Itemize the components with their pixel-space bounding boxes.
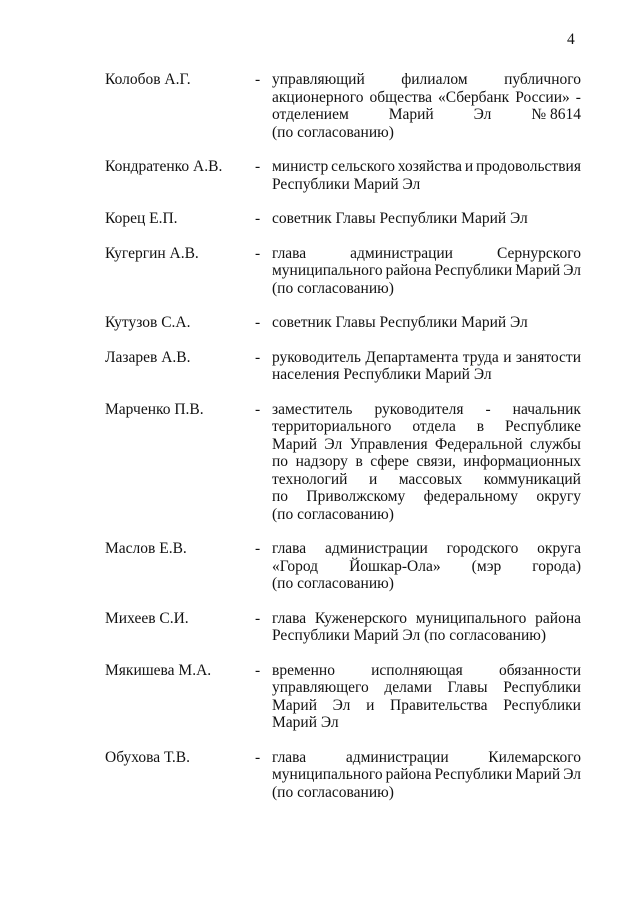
position-line bbox=[272, 453, 581, 471]
member-entry bbox=[105, 245, 585, 298]
position-line bbox=[272, 749, 581, 767]
position-word: в bbox=[355, 453, 363, 470]
position-word: информационных bbox=[463, 453, 581, 470]
separator-dash: - bbox=[255, 210, 261, 227]
member-name: Обухова Т.В. bbox=[105, 748, 191, 766]
member-entry bbox=[105, 71, 585, 141]
position-word: министр bbox=[272, 158, 329, 175]
position-word: Приволжскому bbox=[306, 488, 406, 505]
position-word: Эл bbox=[563, 766, 581, 783]
position-line: советник Главы Республики Марий Эл bbox=[272, 314, 528, 331]
member-name: Мякишева М.А. bbox=[105, 661, 212, 679]
position-word: администрации bbox=[350, 244, 453, 262]
member-position bbox=[272, 349, 581, 384]
separator-dash: - bbox=[255, 158, 261, 175]
position-word: Марий bbox=[272, 696, 318, 714]
position-word: Марий bbox=[272, 435, 318, 453]
separator-dash: - bbox=[255, 348, 261, 366]
member-name: Марченко П.В. bbox=[105, 400, 204, 418]
member-position bbox=[272, 158, 581, 193]
position-word: делами bbox=[384, 679, 432, 696]
member-position bbox=[272, 245, 581, 298]
position-line: (по согласованию) bbox=[272, 279, 394, 297]
position-line bbox=[272, 245, 581, 263]
position-word: Правительства bbox=[390, 696, 488, 714]
position-word: управляющего bbox=[272, 679, 369, 696]
position-word: и bbox=[368, 470, 378, 488]
member-name: Корец Е.П. bbox=[105, 210, 178, 227]
position-word: продовольствия bbox=[476, 158, 581, 175]
position-word: временно bbox=[272, 661, 335, 679]
position-word: муниципального bbox=[272, 262, 383, 279]
position-word: администрации bbox=[345, 748, 449, 766]
position-line bbox=[272, 436, 581, 454]
position-word: исполняющая bbox=[371, 661, 463, 679]
position-word: начальник bbox=[512, 400, 581, 418]
member-entry bbox=[105, 401, 585, 524]
position-word: связи, bbox=[416, 453, 456, 470]
position-line bbox=[272, 488, 581, 506]
position-word: Марий bbox=[515, 766, 561, 783]
separator-dash: - bbox=[255, 71, 261, 88]
position-word: управляющий bbox=[272, 71, 365, 88]
position-word: Эл bbox=[473, 106, 492, 123]
position-word: Федеральной bbox=[434, 435, 523, 453]
position-line bbox=[272, 401, 581, 419]
position-word: глава bbox=[272, 540, 307, 557]
position-line: (по согласованию) bbox=[272, 783, 394, 801]
member-name: Михеев С.И. bbox=[105, 609, 189, 627]
member-entry bbox=[105, 158, 585, 193]
member-position bbox=[272, 210, 581, 228]
position-line bbox=[272, 766, 581, 784]
position-line bbox=[272, 158, 581, 176]
member-position bbox=[272, 610, 581, 645]
position-word: глава bbox=[272, 244, 307, 262]
member-list bbox=[105, 71, 585, 818]
position-word: муниципального bbox=[415, 609, 527, 627]
member-entry bbox=[105, 662, 585, 732]
member-position bbox=[272, 314, 581, 332]
position-word: округу bbox=[536, 488, 581, 505]
position-word: коммуникаций bbox=[483, 470, 581, 488]
position-word: отделением bbox=[272, 106, 349, 123]
position-word: обязанности bbox=[498, 661, 581, 679]
member-position bbox=[272, 71, 581, 141]
member-position bbox=[272, 662, 581, 732]
position-word: глава bbox=[272, 748, 307, 766]
position-word: района bbox=[385, 766, 432, 783]
position-word: Марий bbox=[388, 106, 434, 123]
position-word: массовых bbox=[398, 470, 463, 488]
member-entry bbox=[105, 314, 585, 332]
position-word: Килемарского bbox=[488, 748, 581, 766]
position-word: территориального bbox=[272, 418, 392, 435]
position-line bbox=[272, 89, 581, 107]
position-word: Республики bbox=[434, 766, 513, 783]
position-word: Сернурского bbox=[496, 244, 581, 262]
position-word: и bbox=[503, 348, 512, 366]
member-position bbox=[272, 401, 581, 524]
position-word: Марий bbox=[515, 262, 561, 279]
member-position bbox=[272, 540, 581, 593]
member-entry bbox=[105, 749, 585, 802]
position-word: Республики bbox=[503, 679, 581, 696]
position-line: (по согласованию) bbox=[272, 575, 394, 592]
position-line bbox=[272, 610, 581, 628]
position-word: «Сбербанк bbox=[438, 88, 510, 106]
position-line: Республики Марий Эл (по согласованию) bbox=[272, 627, 546, 644]
position-word: № 8614 bbox=[531, 106, 581, 123]
position-word: технологий bbox=[272, 470, 348, 488]
position-word: руководитель bbox=[272, 348, 361, 366]
position-word: Йошкар-Ола» bbox=[349, 557, 441, 575]
separator-dash: - bbox=[255, 609, 261, 627]
position-word: федеральному bbox=[423, 488, 518, 505]
position-word: городского bbox=[446, 540, 519, 557]
member-name: Кондратенко А.В. bbox=[105, 158, 223, 175]
position-word: города) bbox=[532, 557, 581, 575]
position-word: Эл bbox=[324, 435, 343, 453]
position-word: и bbox=[366, 696, 375, 714]
position-word: заместитель bbox=[272, 400, 353, 418]
position-word: акционерного bbox=[272, 88, 364, 106]
position-word: Главы bbox=[447, 679, 488, 696]
page-number: 4 bbox=[567, 31, 575, 48]
position-line: (по согласованию) bbox=[272, 505, 394, 523]
member-entry bbox=[105, 349, 585, 384]
position-word: «Город bbox=[272, 557, 319, 575]
position-word: руководителя bbox=[374, 400, 464, 418]
position-word: района bbox=[385, 262, 432, 279]
position-word: по bbox=[272, 453, 289, 470]
member-name: Колобов А.Г. bbox=[105, 71, 191, 88]
position-word: в bbox=[476, 418, 485, 435]
position-word: и bbox=[464, 158, 474, 175]
position-line: советник Главы Республики Марий Эл bbox=[272, 210, 528, 227]
position-word: округа bbox=[537, 540, 581, 557]
position-line: Марий Эл bbox=[272, 714, 339, 731]
separator-dash: - bbox=[255, 661, 261, 679]
position-word: Куженерского bbox=[314, 609, 408, 627]
member-entry bbox=[105, 540, 585, 593]
position-word: хозяйства bbox=[397, 158, 462, 175]
position-word: Управления bbox=[349, 435, 428, 453]
member-position bbox=[272, 749, 581, 802]
position-word: Департамента bbox=[365, 348, 459, 366]
position-word: публичного bbox=[504, 71, 581, 88]
member-name: Лазарев А.В. bbox=[105, 348, 191, 366]
position-line bbox=[272, 662, 581, 680]
position-word: - bbox=[485, 400, 491, 418]
position-word: службы bbox=[530, 435, 581, 453]
separator-dash: - bbox=[255, 748, 261, 766]
position-line bbox=[272, 540, 581, 558]
position-word: муниципального bbox=[272, 766, 383, 783]
member-name: Кугергин А.В. bbox=[105, 244, 199, 262]
position-word: (мэр bbox=[471, 557, 502, 575]
position-word: сфере bbox=[370, 453, 409, 470]
position-word: надзору bbox=[295, 453, 348, 470]
position-word: труда bbox=[462, 348, 499, 366]
position-word: Республики bbox=[503, 696, 581, 714]
position-word: Эл bbox=[563, 262, 581, 279]
separator-dash: - bbox=[255, 244, 261, 262]
position-word: отдела bbox=[412, 418, 456, 435]
member-name: Маслов Е.В. bbox=[105, 540, 187, 557]
separator-dash: - bbox=[255, 400, 261, 418]
position-word: района bbox=[535, 609, 581, 627]
position-line: (по согласованию) bbox=[272, 123, 394, 141]
position-word: по bbox=[272, 488, 289, 505]
position-word: России» bbox=[515, 88, 570, 106]
separator-dash: - bbox=[255, 540, 261, 557]
position-line bbox=[272, 697, 581, 715]
position-word: глава bbox=[272, 609, 307, 627]
position-line bbox=[272, 349, 581, 367]
position-line bbox=[272, 106, 581, 124]
position-line: Республики Марий Эл bbox=[272, 175, 421, 193]
position-line: населения Республики Марий Эл bbox=[272, 366, 492, 383]
member-name: Кутузов С.А. bbox=[105, 314, 191, 331]
position-word: Эл bbox=[332, 696, 351, 714]
position-line bbox=[272, 471, 581, 489]
member-entry bbox=[105, 210, 585, 228]
position-word: сельского bbox=[331, 158, 396, 175]
position-line bbox=[272, 558, 581, 576]
position-word: общества bbox=[369, 88, 432, 106]
separator-dash: - bbox=[255, 314, 261, 331]
position-word: Республики bbox=[434, 262, 513, 279]
position-word: филиалом bbox=[401, 71, 468, 88]
position-word: Республике bbox=[505, 418, 581, 435]
position-word: администрации bbox=[324, 540, 428, 557]
position-line bbox=[272, 71, 581, 89]
position-word: занятости bbox=[515, 348, 581, 366]
position-line bbox=[272, 262, 581, 280]
position-line bbox=[272, 679, 581, 697]
position-line bbox=[272, 418, 581, 436]
member-entry bbox=[105, 610, 585, 645]
position-word: - bbox=[575, 88, 581, 106]
